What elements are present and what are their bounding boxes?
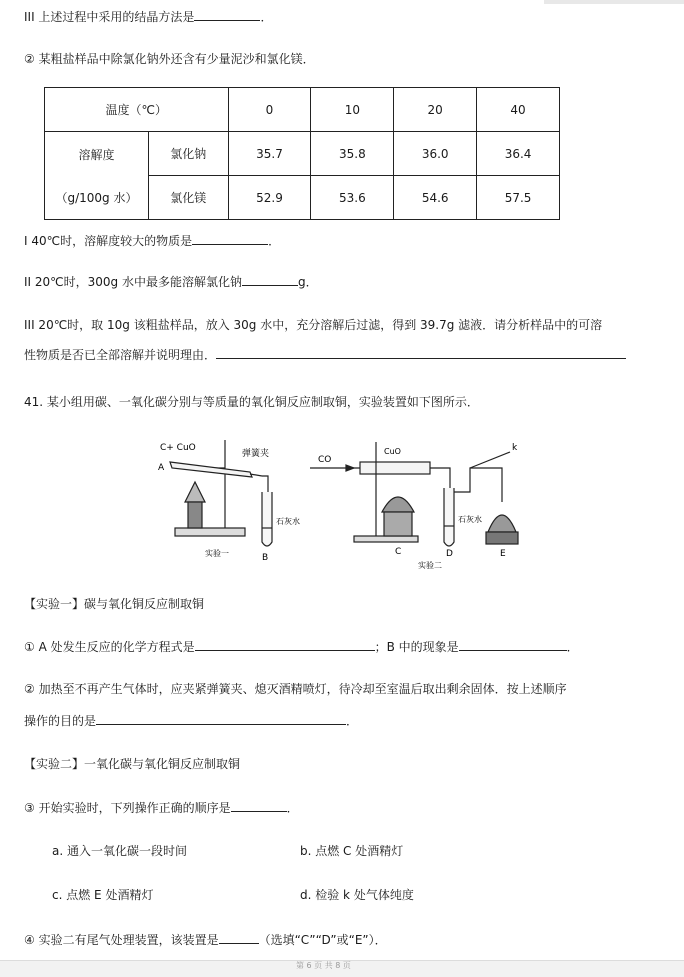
- option-d: d. 检验 k 处气体纯度: [300, 888, 414, 902]
- question-41: 41. 某小组用碳、一氧化碳分别与等质量的氧化铜反应制取铜，实验装置如下图所示．: [24, 395, 479, 409]
- co-arrow: [346, 465, 354, 471]
- exp1-reagent-label: C+ CuO: [160, 443, 196, 453]
- temp-cell: 40: [477, 88, 560, 132]
- question-iii-line1: III 20℃时，取 10g 该粗盐样品，放入 30g 水中，充分溶解后过滤，得到 39.7g 滤液．请分析样品中的可溶: [24, 318, 603, 332]
- top-toolbar-edge: [544, 0, 684, 4]
- value-cell: 36.4: [477, 132, 560, 176]
- stand-base-2: [354, 536, 418, 542]
- exp1-question-2-line1: ② 加热至不再产生气体时，应夹紧弹簧夹、熄灭酒精喷灯，待冷却至室温后取出剩余固体．按上述顺序: [24, 682, 567, 696]
- spring-clip-label: 弹簧夹: [242, 449, 270, 459]
- exp2-caption: 实验二: [418, 561, 442, 570]
- temp-cell: 0: [228, 88, 311, 132]
- value-cell: 52.9: [228, 176, 311, 220]
- question-iii-crystallization: III 上述过程中采用的结晶方法是 ．: [24, 10, 273, 24]
- question-i: I 40℃时，溶解度较大的物质是 ．: [24, 234, 281, 248]
- temp-cell: 10: [311, 88, 394, 132]
- answer-blank: [459, 638, 567, 651]
- burner-e-flame: [488, 515, 516, 532]
- exp1-caption: 实验一: [205, 549, 229, 558]
- exp2-question-3: ③ 开始实验时，下列操作正确的顺序是 ．: [24, 801, 299, 815]
- answer-blank: [216, 346, 626, 359]
- label-b: B: [262, 553, 269, 563]
- answer-blank: [242, 273, 298, 286]
- exp2-title: 【实验二】一氧化碳与氧化铜反应制取铜: [24, 757, 241, 771]
- option-b: b. 点燃 C 处酒精灯: [300, 844, 404, 858]
- burner-e: [486, 532, 518, 544]
- value-cell: 35.8: [311, 132, 394, 176]
- substance-name: 氯化镁: [148, 176, 228, 220]
- limewater-label-2: 石灰水: [458, 515, 482, 524]
- experiment-apparatus-figure: [150, 432, 530, 572]
- co-label: CO: [318, 455, 332, 465]
- exp2-question-4: ④ 实验二有尾气处理装置，该装置是 （选填“C”“D”或“E”）．: [24, 933, 387, 947]
- spirit-lamp-c: [384, 512, 412, 536]
- k-outlet: [470, 452, 510, 468]
- label-a: A: [158, 463, 165, 473]
- glass-tube-c: [360, 462, 430, 474]
- option-a: a. 通入一氧化碳一段时间: [52, 844, 187, 858]
- page-footer: 第 6 页 共 8 页: [296, 961, 351, 970]
- label-d: D: [446, 549, 453, 559]
- exp1-title: 【实验一】碳与氧化铜反应制取铜: [24, 597, 205, 611]
- answer-blank: [219, 931, 259, 944]
- part2-intro: ② 某粗盐样品中除氯化钠外还含有少量泥沙和氯化镁．: [24, 52, 315, 66]
- solubility-label: 溶解度 （g/100g 水）: [45, 132, 149, 220]
- test-tube-a: [170, 462, 252, 477]
- answer-blank: [195, 638, 375, 651]
- alcohol-burner: [188, 502, 202, 528]
- limewater-label-1: 石灰水: [276, 517, 300, 526]
- spirit-lamp-flame: [382, 497, 414, 512]
- label-c: C: [395, 547, 402, 557]
- stand-base: [175, 528, 245, 536]
- answer-blank: [231, 799, 287, 812]
- substance-name: 氯化钠: [148, 132, 228, 176]
- value-cell: 35.7: [228, 132, 311, 176]
- alcohol-burner-flame: [185, 482, 205, 502]
- test-tube-d: [444, 488, 454, 546]
- value-cell: 36.0: [394, 132, 477, 176]
- answer-blank: [96, 712, 346, 725]
- question-ii: II 20℃时，300g 水中最多能溶解氯化钠 g．: [24, 275, 318, 289]
- test-tube-b: [262, 492, 272, 546]
- question-iii-line2: 性物质是否已全部溶解并说明理由．: [24, 346, 626, 363]
- answer-blank: [192, 232, 268, 245]
- label-e: E: [500, 549, 506, 559]
- tail-gas-tube: [454, 468, 502, 502]
- option-c: c. 点燃 E 处酒精灯: [52, 888, 154, 902]
- value-cell: 57.5: [477, 176, 560, 220]
- exp1-question-1: ① A 处发生反应的化学方程式是 ；B 中的现象是 ．: [24, 640, 579, 654]
- answer-blank: [194, 8, 260, 21]
- label-k: k: [512, 443, 518, 453]
- exp1-question-2-line2: 操作的目的是 ．: [24, 714, 359, 728]
- solubility-table: [44, 87, 560, 220]
- cuo-label: CuO: [384, 447, 401, 456]
- temp-header: 温度（℃）: [45, 88, 229, 132]
- value-cell: 53.6: [311, 176, 394, 220]
- temp-cell: 20: [394, 88, 477, 132]
- value-cell: 54.6: [394, 176, 477, 220]
